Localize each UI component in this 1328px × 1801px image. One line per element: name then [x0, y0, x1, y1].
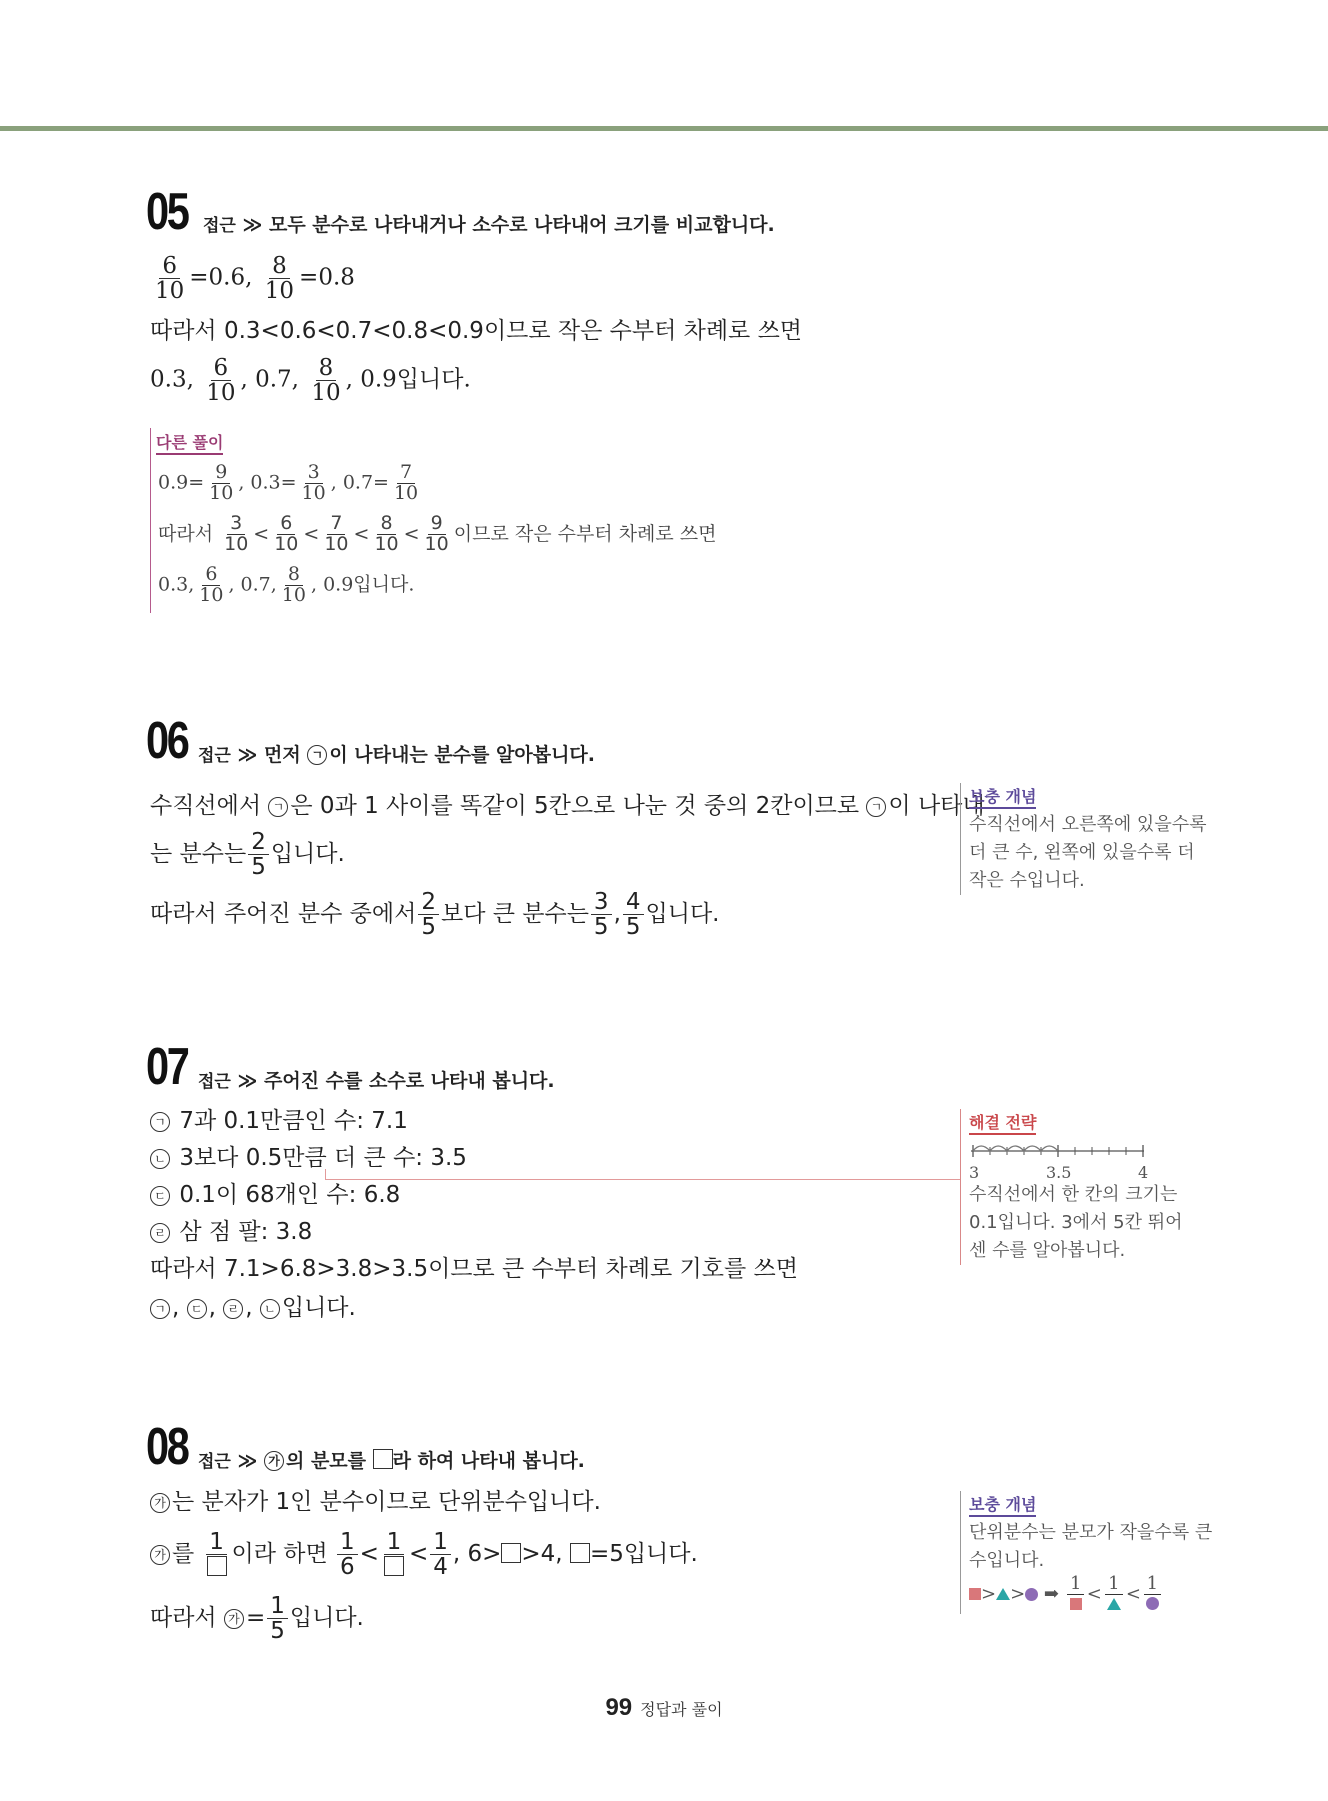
triangle-icon [996, 1588, 1010, 1600]
fraction: $\frac{3}{10}$ [301, 461, 326, 504]
tick-label: 4 [1138, 1163, 1149, 1182]
s05-line-3: 0.3, $\frac{6}{10}$ , 0.7, $\frac{8}{10}$ , 0.9입니다. [150, 355, 471, 407]
shape-comparison: > > ➡ 1 < 1 < 1 [969, 1575, 1212, 1614]
s07-line-5: 따라서 7.1>6.8>3.8>3.5이므로 큰 수부터 차례로 기호를 쓰면 [150, 1256, 798, 1282]
problem-number: 06 [146, 712, 188, 770]
approach-text: 모두 분수로 나타내거나 소수로 나타내어 크기를 비교합니다. [268, 214, 775, 236]
supplement-note: 보충 개념 수직선에서 오른쪽에 있을수록 더 큰 수, 왼쪽에 있을수록 더 작은 수입니다. [960, 783, 1207, 895]
s08-line-2: 가 를 1 이라 하면 $\frac{1}{6}$ < 1 < $\frac{1}{4}$ , 6> >4, =5입니다. [150, 1530, 698, 1579]
fraction: $\frac{6}{10}$ [199, 563, 224, 606]
s06-line-2: 는 분수는 $\frac{2}{5}$ 입니다. [150, 829, 345, 881]
circled-symbol: ㄱ [307, 745, 327, 765]
s08-line-1: 가 는 분자가 1인 분수이므로 단위분수입니다. [150, 1491, 601, 1514]
s06-line-3: 따라서 주어진 분수 중에서 $\frac{2}{5}$ 보다 큰 분수는 $\frac{3}{5}$ , $\frac{4}{5}$ 입니다. [150, 889, 720, 941]
fraction: $\frac{9}{10}$ [424, 512, 449, 555]
tick-label: 3 [969, 1163, 980, 1182]
page-footer [0, 1694, 1328, 1722]
supplement-note: 보충 개념 단위분수는 분모가 작을수록 큰 수입니다. > > ➡ 1 < 1 < 1 [960, 1491, 1212, 1614]
blank-box [373, 1449, 393, 1469]
fraction: $\frac{8}{10}$ [264, 253, 295, 305]
other-row-3: 0.3, $\frac{6}{10}$ , 0.7, $\frac{8}{10}$ , 0.9입니다. [158, 563, 415, 606]
s05-line-2: 따라서 0.3<0.6<0.7<0.8<0.9이므로 작은 수부터 차례로 쓰면 [150, 318, 803, 344]
approach-line: 접근 ≫ 먼저 ㄱ 이 나타내는 분수를 알아봅니다. [198, 744, 595, 766]
fraction: $\frac{3}{10}$ [224, 512, 249, 555]
other-row-2: 따라서 $\frac{3}{10}$ < $\frac{6}{10}$ < $\frac{7}{10}$ < $\frac{8}{10}$ < $\frac{9}{10}$ 이므로 작은 수부터 차례로 쓰면 [158, 512, 717, 555]
tick-label: 3.5 [1046, 1163, 1072, 1182]
s07-item-3: ㄷ 0.1이 68개인 수: 6.8 [150, 1184, 400, 1207]
s07-item-1: ㄱ 7과 0.1만큼인 수: 7.1 [150, 1110, 408, 1133]
fraction: $\frac{2}{5}$ [248, 830, 269, 879]
strategy-note: 해결 전략 3 3.5 4 수직선에서 한 칸의 크기는 0.1입니다. 3에서 5칸 뛰어 센 수를 알아봅니다. [960, 1109, 1183, 1265]
s07-line-6: ㄱ , ㄷ , ㄹ , ㄴ 입니다. [150, 1297, 356, 1320]
s06-line-1: 수직선에서 ㄱ 은 0과 1 사이를 똑같이 5칸으로 나눈 것 중의 2칸이므로 ㄱ 이 나타내 [150, 793, 985, 819]
footer-label: 정답과 풀이 [640, 1700, 723, 1719]
approach-tag: 접근 [203, 216, 236, 236]
other-solution-box [150, 428, 151, 613]
connector-line [325, 1169, 961, 1180]
other-solution-title: 다른 풀이 [156, 430, 223, 455]
fraction: $\frac{6}{10}$ [206, 355, 236, 407]
fraction: $\frac{6}{10}$ [274, 512, 299, 555]
s05-line-1: $\frac{6}{10}$ =0.6, $\frac{8}{10}$ =0.8 [150, 254, 355, 303]
fraction: $\frac{8}{10}$ [281, 563, 306, 606]
s07-item-4: ㄹ 삼 점 팔: 3.8 [150, 1221, 312, 1244]
fraction: $\frac{7}{10}$ [324, 512, 349, 555]
s08-line-3: 따라서 가 = $\frac{1}{5}$ 입니다. [150, 1593, 364, 1645]
header-rule [0, 126, 1328, 131]
fraction: $\frac{8}{10}$ [374, 512, 399, 555]
problem-number: 05 [146, 183, 188, 241]
page-number: 99 [605, 1694, 633, 1721]
fraction: $\frac{9}{10}$ [209, 461, 234, 504]
fraction: $\frac{6}{10}$ [155, 253, 185, 305]
fraction: $\frac{8}{10}$ [311, 355, 341, 407]
other-row-1: 0.9= $\frac{9}{10}$ , 0.3= $\frac{3}{10}$ , 0.7= $\frac{7}{10}$ [158, 463, 423, 504]
number-line [969, 1137, 1149, 1181]
fraction: $\frac{7}{10}$ [393, 461, 419, 504]
circle-icon [1025, 1588, 1038, 1601]
approach-line: 접근 ≫ 가 의 분모를 라 하여 나타내 봅니다. [198, 1450, 585, 1472]
problem-number: 08 [146, 1418, 188, 1476]
approach-line: 접근 ≫ 주어진 수를 소수로 나타내 봅니다. [198, 1070, 555, 1092]
approach-line: 접근 ≫ 모두 분수로 나타내거나 소수로 나타내어 크기를 비교합니다. [203, 214, 775, 236]
square-icon [969, 1588, 981, 1600]
problem-number: 07 [146, 1038, 188, 1096]
s07-item-2: ㄴ 3보다 0.5만큼 더 큰 수: 3.5 [150, 1147, 467, 1170]
